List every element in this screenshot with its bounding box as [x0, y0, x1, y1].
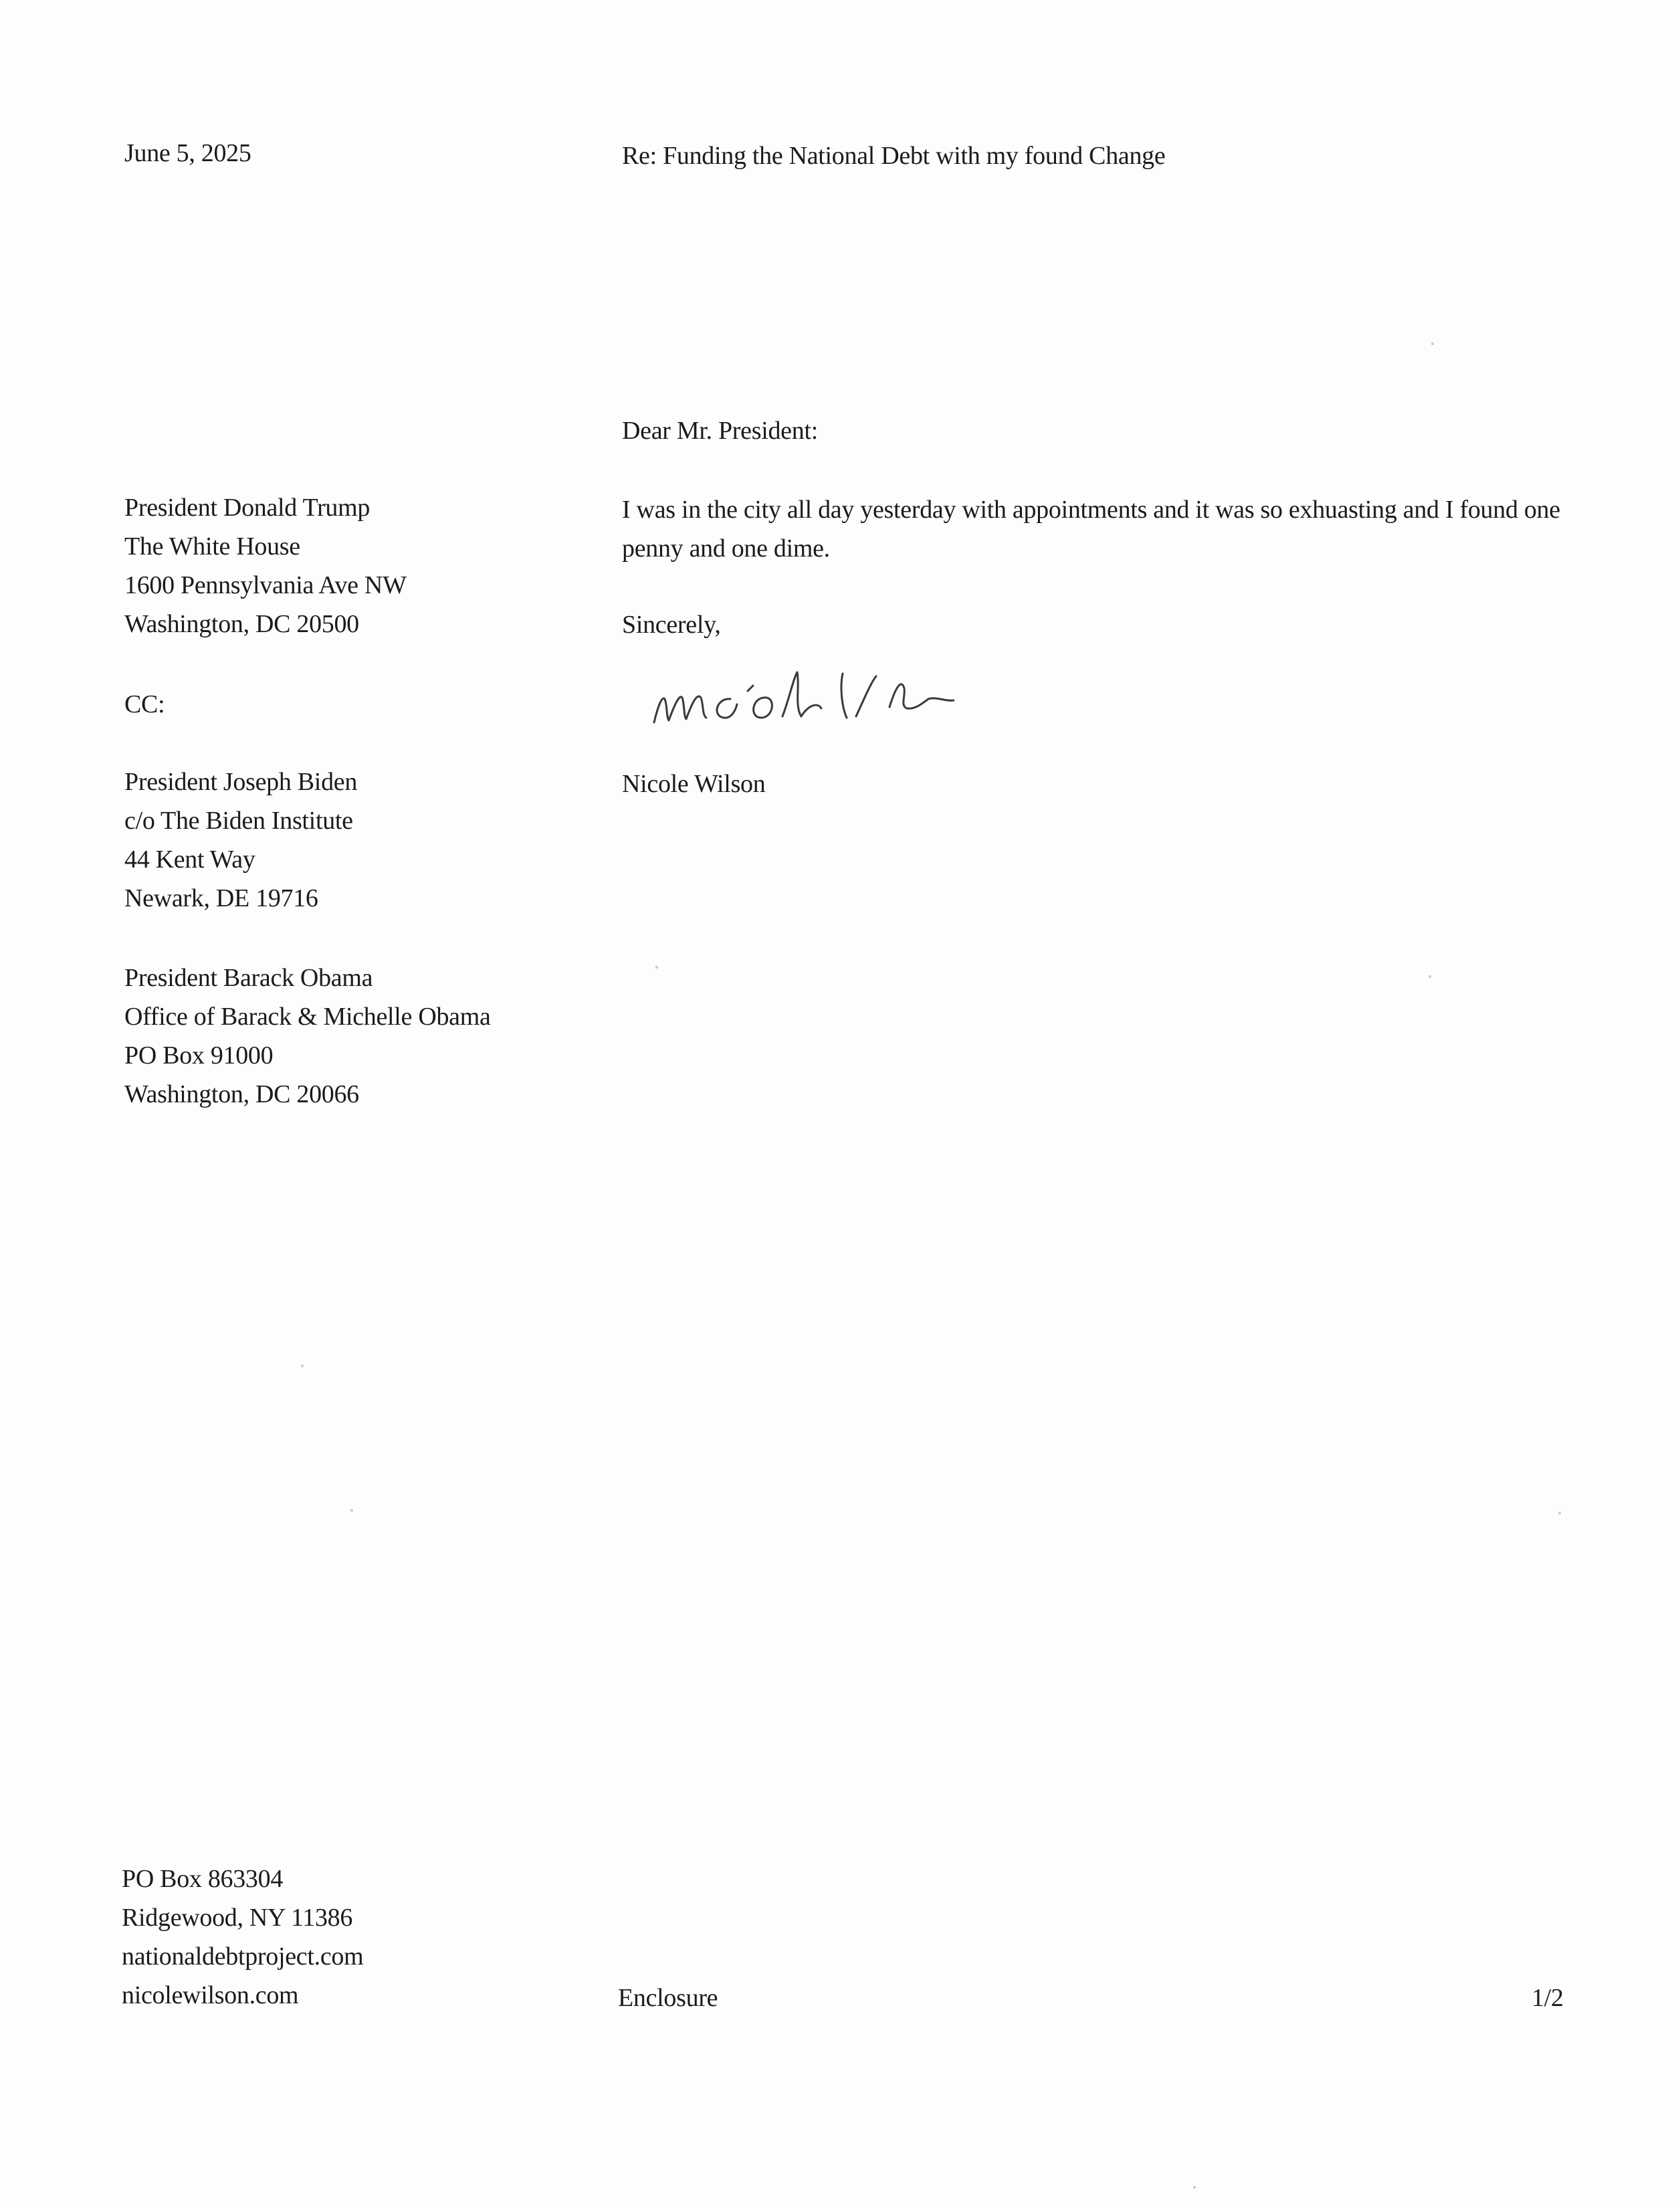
cc-address-line: PO Box 91000	[124, 1041, 274, 1070]
scan-speck	[1431, 342, 1434, 345]
scan-speck	[350, 1509, 353, 1512]
subject-line: Re: Funding the National Debt with my found Change	[622, 142, 1166, 170]
closing: Sincerely,	[622, 611, 721, 639]
recipient-address-line: Washington, DC 20500	[124, 610, 359, 638]
footer-website: nicolewilson.com	[122, 1981, 299, 2009]
recipient-address	[124, 488, 407, 643]
sender-name: Nicole Wilson	[622, 770, 766, 798]
cc-label: CC:	[124, 690, 165, 718]
page-number: 1/2	[1532, 1984, 1564, 2012]
enclosure-label: Enclosure	[618, 1984, 718, 2012]
footer-address-line: PO Box 863304	[122, 1865, 284, 1893]
footer-address-line: Ridgewood, NY 11386	[122, 1904, 353, 1932]
handwritten-signature	[642, 659, 1017, 732]
recipient-address-line: The White House	[124, 532, 300, 561]
footer-sender-address	[122, 1860, 363, 2015]
recipient-name: President Donald Trump	[124, 494, 371, 522]
scan-speck	[1558, 1512, 1561, 1514]
cc-address-line: Office of Barack & Michelle Obama	[124, 1003, 491, 1031]
cc-address-line: 44 Kent Way	[124, 845, 255, 874]
scan-speck	[655, 966, 658, 969]
salutation: Dear Mr. President:	[622, 417, 818, 445]
cc-address-biden	[124, 763, 357, 918]
cc-address-line: c/o The Biden Institute	[124, 807, 353, 835]
cc-address-obama	[124, 959, 491, 1114]
letter-body: I was in the city all day yesterday with appointments and it was so exhuasting and I found one penny and one dime.	[622, 496, 1560, 563]
footer-website: nationaldebtproject.com	[122, 1942, 364, 1971]
cc-recipient-name: President Joseph Biden	[124, 768, 358, 796]
recipient-address-line: 1600 Pennsylvania Ave NW	[124, 571, 407, 599]
letter-date: June 5, 2025	[124, 139, 251, 167]
cc-address-line: Newark, DE 19716	[124, 884, 318, 912]
cc-recipient-name: President Barack Obama	[124, 964, 373, 992]
cc-address-line: Washington, DC 20066	[124, 1080, 359, 1108]
scan-speck	[1429, 975, 1431, 978]
scan-speck	[1193, 2186, 1196, 2189]
scan-speck	[301, 1365, 304, 1367]
